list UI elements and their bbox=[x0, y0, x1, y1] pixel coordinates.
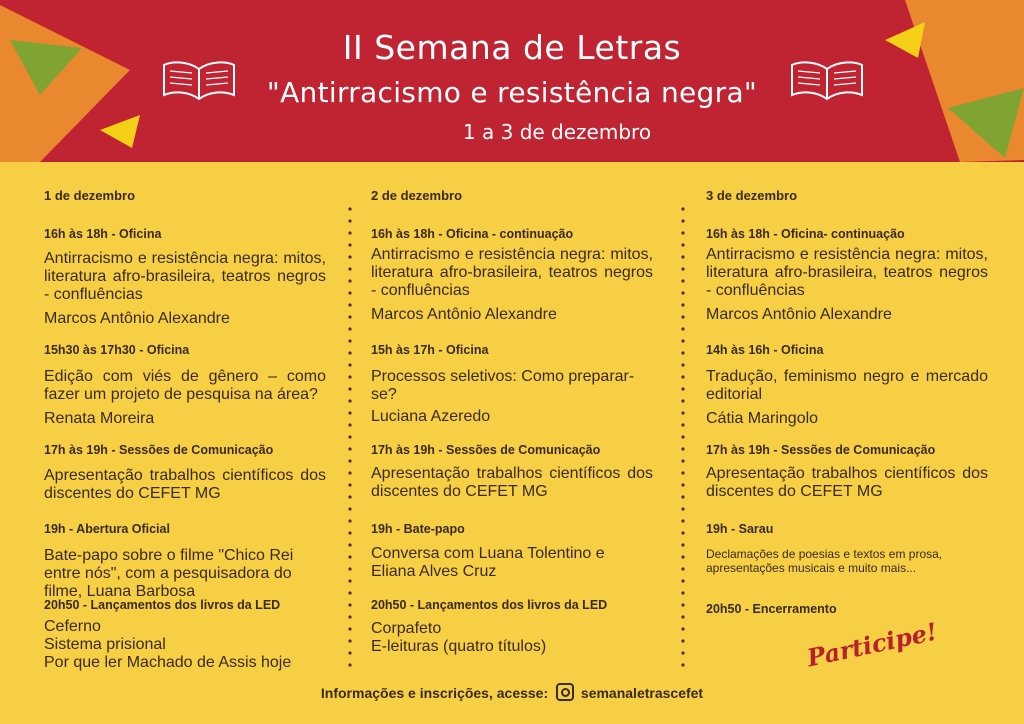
event-block bbox=[706, 343, 988, 428]
event-speaker: Renata Moreira bbox=[44, 410, 155, 427]
event-heading: 20h50 - Lançamentos dos livros da LED bbox=[44, 598, 281, 612]
event-heading: 20h50 - Encerramento bbox=[706, 602, 837, 616]
event-block bbox=[706, 227, 988, 324]
header-banner bbox=[0, 0, 1024, 162]
event-block bbox=[371, 343, 653, 426]
event-block bbox=[44, 227, 326, 328]
event-description: Bate-papo sobre o filme "Chico Rei entre nós", com a pesquisadora do filme, Luana Barbosa bbox=[44, 547, 294, 600]
event-block bbox=[44, 343, 326, 428]
event-heading: 19h - Abertura Oficial bbox=[44, 522, 170, 536]
event-block bbox=[371, 522, 653, 581]
event-heading: 16h às 18h - Oficina - continuação bbox=[371, 227, 574, 241]
event-speaker: Cátia Maringolo bbox=[706, 410, 819, 427]
event-block bbox=[371, 227, 653, 324]
event-description: Antirracismo e resistência negra: mitos, literatura afro-brasileira, teatros negros - confluências bbox=[371, 246, 653, 299]
event-heading: 20h50 - Lançamentos dos livros da LED bbox=[371, 598, 608, 612]
open-book-icon bbox=[788, 55, 866, 105]
event-heading: 19h - Bate-papo bbox=[371, 522, 465, 536]
event-heading: 17h às 19h - Sessões de Comunicação bbox=[706, 443, 936, 457]
event-dates: 1 a 3 de dezembro bbox=[462, 120, 652, 144]
day-heading: 3 de dezembro bbox=[706, 188, 798, 203]
column-divider bbox=[348, 203, 352, 673]
event-heading: 15h30 às 17h30 - Oficina bbox=[44, 343, 190, 357]
event-block bbox=[44, 598, 326, 672]
event-description: Apresentação trabalhos científicos dos discentes do CEFET MG bbox=[44, 467, 326, 502]
participe-signature: Participe! bbox=[804, 616, 940, 673]
event-description: Antirracismo e resistência negra: mitos, literatura afro-brasileira, teatros negros - confluências bbox=[706, 246, 988, 299]
instagram-icon bbox=[556, 683, 574, 701]
day-heading: 1 de dezembro bbox=[44, 188, 136, 203]
event-description: Edição com viés de gênero – como fazer um projeto de pesquisa na área? bbox=[44, 368, 326, 403]
instagram-handle[interactable]: semanaletrascefet bbox=[580, 685, 704, 701]
book-title: Sistema prisional bbox=[44, 636, 166, 653]
event-description: Processos seletivos: Como preparar-se? bbox=[371, 368, 635, 403]
event-heading: 16h às 18h - Oficina bbox=[44, 227, 162, 241]
event-block bbox=[44, 443, 326, 503]
event-block bbox=[371, 598, 653, 656]
event-description: Declamações de poesias e textos em prosa, apresentações musicais e muito mais... bbox=[706, 547, 943, 575]
event-description: Antirracismo e resistência negra: mitos, literatura afro-brasileira, teatros negros - confluências bbox=[44, 250, 326, 303]
footer-label: Informações e inscrições, acesse: bbox=[320, 685, 549, 701]
book-title: Ceferno bbox=[44, 618, 101, 635]
event-title: II Semana de Letras bbox=[342, 28, 682, 67]
book-title: Por que ler Machado de Assis hoje bbox=[44, 654, 292, 671]
event-heading: 17h às 19h - Sessões de Comunicação bbox=[44, 443, 274, 457]
event-block bbox=[706, 522, 988, 575]
event-heading: 14h às 16h - Oficina bbox=[706, 343, 824, 357]
event-description: Apresentação trabalhos científicos dos discentes do CEFET MG bbox=[371, 465, 653, 500]
event-block bbox=[44, 522, 326, 601]
event-heading: 19h - Sarau bbox=[706, 522, 774, 536]
book-title: E-leituras (quatro títulos) bbox=[371, 638, 547, 655]
event-heading: 16h às 18h - Oficina- continuação bbox=[706, 227, 905, 241]
event-speaker: Luciana Azeredo bbox=[371, 408, 491, 425]
event-description: Tradução, feminismo negro e mercado editorial bbox=[706, 368, 988, 403]
event-heading: 15h às 17h - Oficina bbox=[371, 343, 489, 357]
event-description: Conversa com Luana Tolentino e Eliana Alves Cruz bbox=[371, 545, 605, 580]
event-speaker: Marcos Antônio Alexandre bbox=[44, 310, 230, 327]
day-heading: 2 de dezembro bbox=[371, 188, 463, 203]
event-speaker: Marcos Antônio Alexandre bbox=[371, 306, 557, 323]
event-heading: 17h às 19h - Sessões de Comunicação bbox=[371, 443, 601, 457]
event-speaker: Marcos Antônio Alexandre bbox=[706, 306, 892, 323]
open-book-icon bbox=[160, 55, 238, 105]
event-block bbox=[371, 443, 653, 501]
event-block bbox=[706, 443, 988, 501]
event-description: Apresentação trabalhos científicos dos discentes do CEFET MG bbox=[706, 465, 988, 500]
column-divider bbox=[681, 203, 685, 673]
book-title: Corpafeto bbox=[371, 620, 442, 637]
footer-info bbox=[0, 683, 1024, 701]
event-block bbox=[706, 602, 988, 616]
event-subtitle: "Antirracismo e resistência negra" bbox=[266, 76, 758, 109]
